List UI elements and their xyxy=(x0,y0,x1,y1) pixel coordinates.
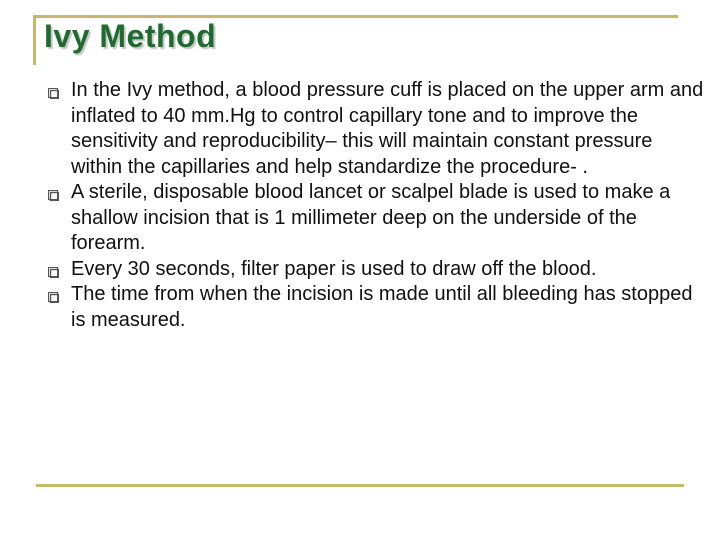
hollow-square-bullet-icon xyxy=(48,88,59,99)
bullet-text: A sterile, disposable blood lancet or scalpel blade is used to make a shallow incision that is 1 millimeter deep on the underside of the forearm. xyxy=(71,181,671,254)
bullet-item xyxy=(48,78,708,180)
bullet-text: Every 30 seconds, filter paper is used to draw off the blood. xyxy=(71,257,597,280)
bullet-item xyxy=(48,257,708,283)
hollow-square-bullet-icon xyxy=(48,267,59,278)
hollow-square-bullet-icon xyxy=(48,292,59,303)
bullet-list xyxy=(48,78,708,333)
bullet-item xyxy=(48,180,708,257)
bottom-rule xyxy=(36,484,684,487)
title-frame-left-rule xyxy=(33,15,36,65)
hollow-square-bullet-icon xyxy=(48,190,59,201)
bullet-text: The time from when the incision is made until all bleeding has stopped is measured. xyxy=(71,283,693,331)
slide-title: Ivy Method xyxy=(44,18,217,54)
bullet-item xyxy=(48,282,708,333)
bullet-text: In the Ivy method, a blood pressure cuff is placed on the upper arm and inflated to 40 mm.Hg to control capillary tone and to improve the sensitivity and reproducibility– this will maintain constant pressure within the capillaries and help standardize the procedure- . xyxy=(71,79,704,178)
